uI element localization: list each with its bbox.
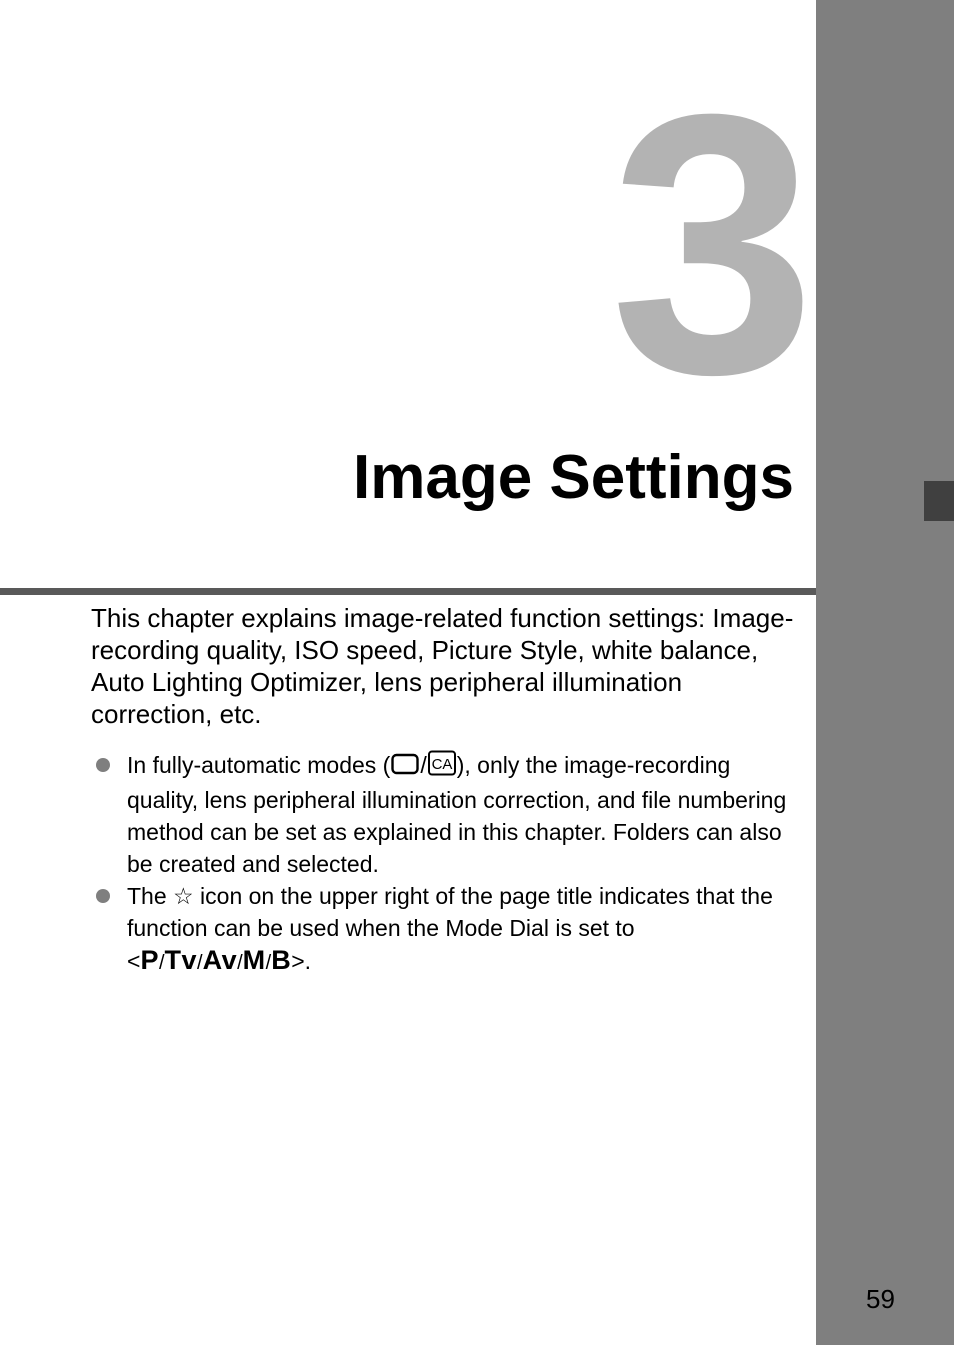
mode-separator: / — [237, 952, 243, 974]
creative-auto-icon — [427, 750, 457, 784]
bullet-two-closing: >. — [291, 948, 312, 974]
mode-b: B — [271, 945, 292, 975]
chapter-tab-marker — [924, 481, 954, 521]
mode-av: Av — [202, 945, 238, 975]
bullet-list — [95, 749, 800, 979]
mode-p: P — [140, 945, 159, 975]
mode-tv: Tv — [164, 945, 198, 975]
mode-separator: / — [265, 952, 272, 974]
side-bar — [816, 0, 954, 1345]
bullet-dot — [96, 758, 110, 772]
scene-intelligent-auto-icon — [390, 752, 420, 784]
bullet-two-text-after: icon on the upper right of the page title indicates that the function can be used when the Mode Dial is set to < — [127, 883, 773, 974]
bullet-dot — [96, 889, 110, 903]
bullet-two-text-before: The — [127, 883, 174, 909]
bullet-one-text-before: In fully-automatic modes ( — [127, 752, 391, 778]
list-item — [95, 880, 800, 979]
mode-separator: / — [197, 952, 203, 974]
bullet-one-text-after: ), only the image-recording quality, lens peripheral illumination correction, and file numbering method can be set as explained in this chapter. Folders can also be created and selected. — [127, 752, 787, 877]
title-rule — [0, 588, 816, 595]
mode-separator: / — [420, 752, 427, 778]
list-item — [95, 749, 800, 880]
page-number: 59 — [866, 1284, 895, 1314]
chapter-title: Image Settings — [353, 443, 794, 512]
star-icon: ☆ — [173, 883, 194, 909]
mode-m: M — [242, 945, 266, 975]
creative-auto-label: CA — [431, 756, 453, 773]
mode-separator: / — [158, 952, 165, 974]
intro-paragraph: This chapter explains image-related function settings: Image-recording quality, ISO speed, Picture Style, white balance, Auto Lighting Optimizer, lens peripheral illumination correction, etc. — [91, 603, 794, 729]
chapter-number: 3 — [610, 38, 816, 451]
